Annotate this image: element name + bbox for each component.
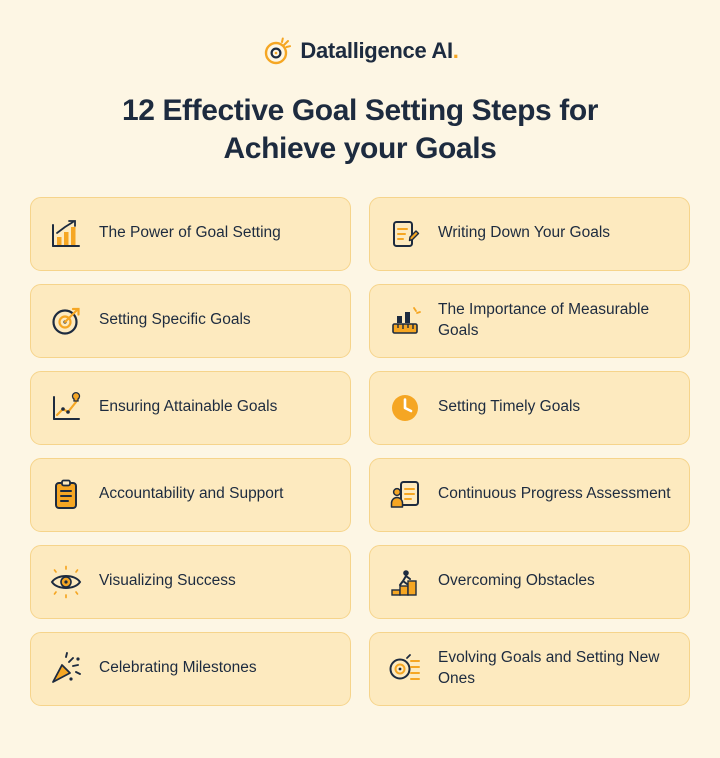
step-label: Ensuring Attainable Goals — [99, 398, 278, 416]
clock-icon — [386, 389, 424, 427]
step-label: Celebrating Milestones — [99, 659, 257, 677]
step-card[interactable] — [369, 632, 690, 706]
step-label: Continuous Progress Assessment — [438, 485, 671, 503]
measuring-chart-icon — [386, 302, 424, 340]
step-label: Writing Down Your Goals — [438, 224, 611, 242]
steps-grid — [30, 197, 690, 706]
step-label: Setting Timely Goals — [438, 398, 581, 416]
brand-name: Datalligence AI. — [300, 38, 459, 63]
step-label: Evolving Goals and Setting New Ones — [438, 648, 660, 687]
step-label: Overcoming Obstacles — [438, 572, 595, 590]
step-card[interactable] — [30, 632, 351, 706]
step-card[interactable] — [30, 197, 351, 271]
step-card[interactable] — [369, 197, 690, 271]
step-card[interactable] — [30, 458, 351, 532]
step-label: Accountability and Support — [99, 485, 284, 503]
step-card[interactable] — [369, 545, 690, 619]
person-climbing-steps-icon — [386, 563, 424, 601]
step-label: The Power of Goal Setting — [99, 224, 281, 242]
checklist-clipboard-icon — [47, 476, 85, 514]
step-label: The Importance of Measurable Goals — [438, 300, 650, 339]
page-title: 12 Effective Goal Setting Steps for Achieve your Goals — [121, 94, 599, 166]
step-card[interactable] — [30, 284, 351, 358]
target-gear-list-icon — [386, 650, 424, 688]
notepad-pencil-icon — [386, 215, 424, 253]
party-popper-icon — [47, 650, 85, 688]
step-card[interactable] — [30, 371, 351, 445]
step-card[interactable] — [369, 284, 690, 358]
brand-header — [0, 0, 720, 66]
step-label: Visualizing Success — [99, 572, 236, 590]
step-card[interactable] — [369, 371, 690, 445]
target-spark-icon — [261, 36, 291, 66]
eye-icon — [47, 563, 85, 601]
line-chart-lightbulb-icon — [47, 389, 85, 427]
step-label: Setting Specific Goals — [99, 311, 251, 329]
person-clipboard-icon — [386, 476, 424, 514]
step-card[interactable] — [369, 458, 690, 532]
target-arrow-icon — [47, 302, 85, 340]
bar-chart-growth-icon — [47, 215, 85, 253]
step-card[interactable] — [30, 545, 351, 619]
